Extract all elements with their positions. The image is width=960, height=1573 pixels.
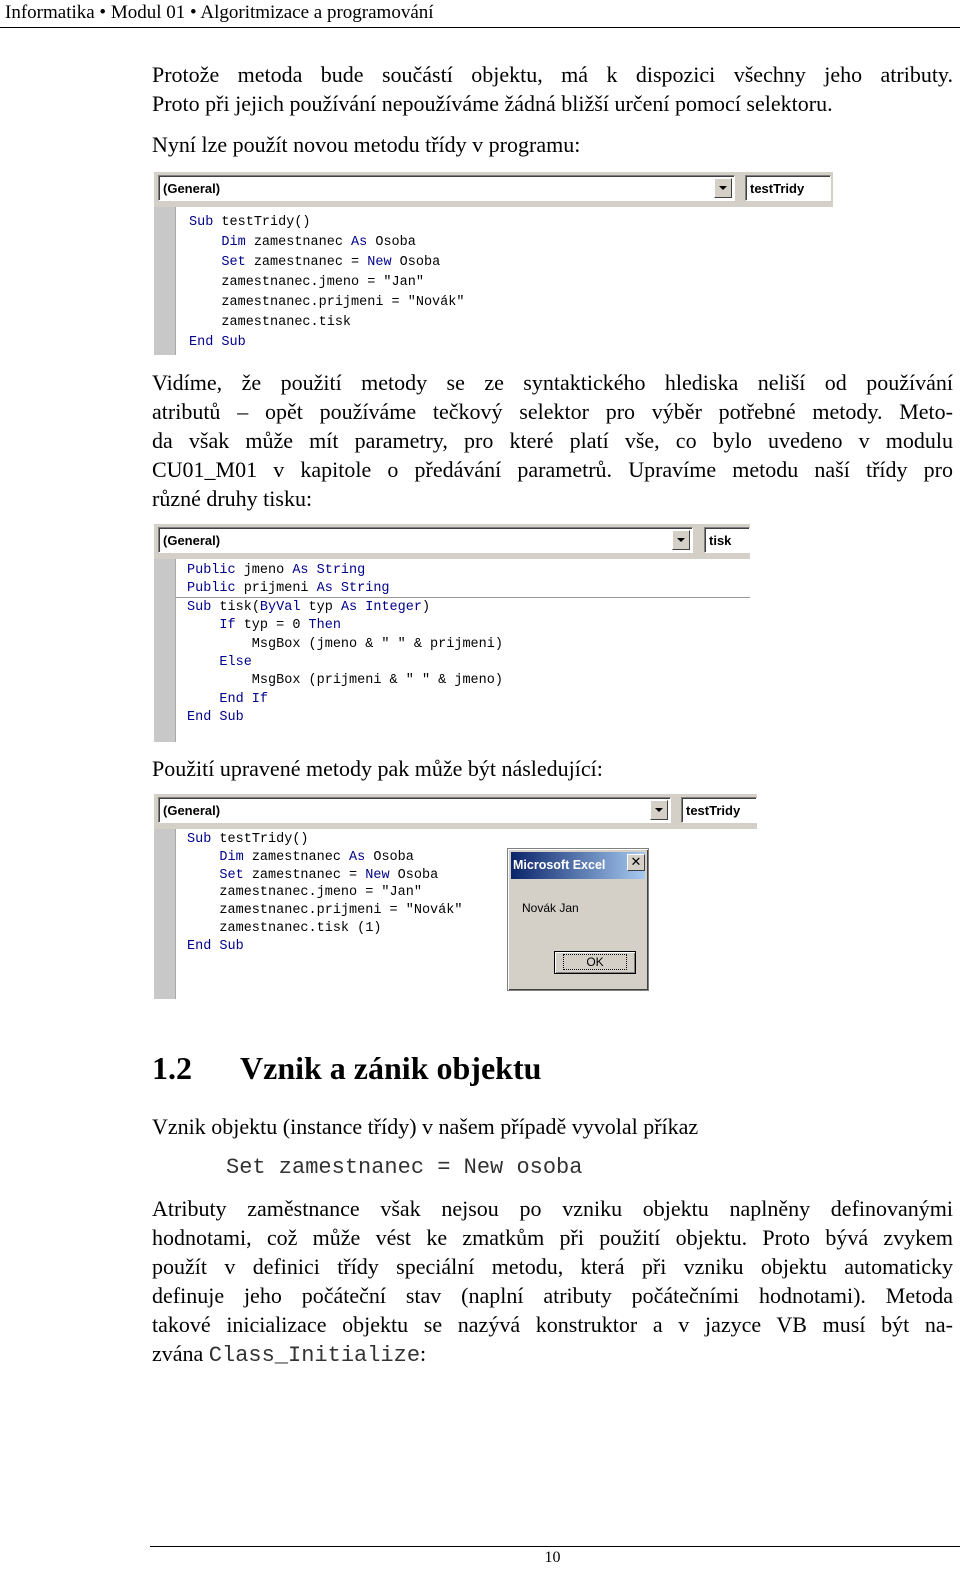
text-line: da však může mít parametry, pro které platí vše, co bylo uvedeno v modulu — [152, 428, 953, 453]
procedure-combo-label: tisk — [709, 533, 732, 548]
code-text: zamestnanec.prijmeni = "Novák" — [189, 295, 465, 310]
object-combo — [158, 797, 671, 823]
code-text — [189, 255, 221, 270]
code-text — [187, 655, 219, 670]
message-box-title: Microsoft Excel — [511, 852, 645, 879]
code-keyword: Sub — [187, 599, 212, 615]
running-header: Informatika • Modul 01 • Algoritmizace a programování — [5, 2, 434, 23]
code-block — [187, 831, 462, 956]
vb-editor-screenshot-3 — [154, 794, 757, 999]
code-text: zamestnanec — [245, 235, 352, 250]
text-line: Protože metoda bude součástí objektu, má k dispozici všechny jeho atributy. — [152, 62, 953, 87]
code-keyword: Set — [219, 867, 244, 883]
code-text: prijmeni — [235, 581, 317, 597]
object-combo-label: (General) — [163, 533, 221, 548]
intro-paragraph — [152, 60, 953, 118]
object-combo — [158, 175, 735, 201]
text-line: definuje jeho počáteční stav (naplní atributy počátečními hodnotami). Metoda — [152, 1283, 953, 1308]
code-keyword: Then — [308, 618, 341, 634]
code-keyword: New — [367, 255, 392, 270]
procedure-combo-label: testTridy — [686, 803, 741, 818]
code-text: zamestnanec.tisk (1) — [187, 920, 382, 936]
procedure-combo — [704, 527, 750, 553]
code-text: typ = 0 — [235, 618, 309, 634]
text-line: CU01_M01 v kapitole o předávání parametrů. Upravíme metodu naší třídy pro — [152, 457, 953, 482]
text-line: atributů – opět používáme tečkový selektor pro výběr potřebné metody. Meto- — [152, 399, 953, 424]
code-block — [187, 562, 503, 728]
code-keyword: New — [365, 867, 390, 883]
code-text: ) — [421, 599, 431, 615]
code-text: Osoba — [389, 867, 439, 883]
page-number: 10 — [544, 1549, 561, 1566]
section-title: Vznik a zánik objektu — [240, 1050, 542, 1086]
code-keyword: If — [219, 618, 236, 634]
code-keyword: ByVal — [259, 599, 301, 615]
code-text: typ — [300, 599, 341, 615]
code-keyword: As String — [316, 581, 390, 597]
code-keyword: As String — [292, 563, 366, 578]
code-text — [187, 618, 219, 633]
text-fragment: : — [420, 1341, 427, 1366]
code-keyword: As — [351, 235, 368, 250]
code-keyword: Dim — [219, 849, 244, 865]
text-line: Vznik objektu (instance třídy) v našem případě vyvolal příkaz — [152, 1114, 699, 1139]
code-text: zamestnanec.jmeno = "Jan" — [187, 885, 422, 901]
code-keyword: Public — [187, 563, 236, 578]
code-text: testTridy() — [213, 215, 311, 230]
code-text — [189, 235, 221, 250]
code-keyword: End Sub — [187, 938, 244, 954]
usage-paragraph — [152, 130, 953, 159]
object-combo — [158, 527, 693, 553]
text-line — [152, 1339, 953, 1370]
text-line: Použití upravené metody pak může být následující: — [152, 756, 603, 781]
footer-rule — [150, 1546, 960, 1547]
text-line: Nyní lze použít novou metodu třídy v programu: — [152, 132, 581, 157]
ok-button[interactable] — [554, 951, 636, 974]
text-line: Proto při jejich používání nepoužíváme žádná bližší určení pomocí selektoru. — [152, 91, 833, 116]
code-text: MsgBox (jmeno & " " & prijmeni) — [187, 636, 503, 652]
code-keyword: Public — [187, 581, 236, 597]
excel-message-box — [507, 848, 649, 991]
ok-button-label: OK — [563, 954, 626, 970]
section-number: 1.2 — [152, 1050, 192, 1086]
text-line: Atributy zaměstnance však nejsou po vzniku objektu naplněny definovanými — [152, 1196, 953, 1221]
code-keyword: End If — [219, 691, 269, 707]
code-text — [187, 850, 219, 865]
chevron-down-icon — [650, 800, 668, 820]
object-combo-label: (General) — [163, 181, 221, 196]
code-text: Osoba — [391, 255, 441, 270]
creation-paragraph — [152, 1112, 953, 1141]
text-line: různé druhy tisku: — [152, 486, 313, 511]
vb-editor-screenshot-2 — [154, 524, 750, 742]
code-text: tisk( — [211, 599, 260, 615]
chevron-down-icon — [672, 530, 690, 550]
procedure-combo — [681, 797, 757, 823]
section-heading — [152, 1048, 541, 1088]
code-text: MsgBox (prijmeni & " " & jmeno) — [187, 673, 503, 689]
code-keyword: Else — [219, 655, 252, 671]
editor-gutter — [154, 559, 176, 742]
code-text: Osoba — [365, 849, 414, 865]
object-combo-label: (General) — [163, 803, 221, 818]
header-rule — [0, 27, 960, 28]
text-line: Vidíme, že použití metody se ze syntaktického hlediska neliší od používání — [152, 370, 953, 395]
code-text: zamestnanec — [243, 849, 350, 865]
code-text: zamestnanec = — [245, 255, 368, 270]
code-text: zamestnanec.prijmeni = "Novák" — [187, 903, 463, 919]
code-keyword: End Sub — [187, 710, 244, 726]
editor-gutter — [154, 829, 176, 999]
code-text: zamestnanec.tisk — [189, 315, 352, 330]
chevron-down-icon — [714, 178, 732, 198]
inline-code: Class_Initialize — [208, 1343, 421, 1368]
code-keyword: As Integer — [340, 599, 422, 615]
code-text: jmeno — [235, 563, 293, 578]
close-icon[interactable]: ✕ — [627, 854, 645, 871]
code-block — [189, 213, 464, 353]
editor-gutter — [154, 207, 176, 355]
modified-usage-paragraph — [152, 754, 953, 783]
text-line: hodnotami, což může vést ke zmatkům při použití objektu. Proto bývá zvykem — [152, 1225, 953, 1250]
code-keyword: Dim — [221, 235, 246, 250]
code-text: zamestnanec = — [243, 867, 366, 883]
text-line: použít v definici třídy speciální metodu, která při vzniku objektu automaticky — [152, 1254, 953, 1279]
attributes-paragraph — [152, 1194, 953, 1370]
procedure-combo-label: testTridy — [750, 181, 805, 196]
vb-editor-screenshot-1 — [154, 172, 833, 355]
code-keyword: Sub — [189, 215, 214, 230]
code-keyword: End Sub — [189, 335, 246, 350]
code-keyword: Set — [221, 255, 246, 270]
code-example: Set zamestnanec = New osoba — [226, 1155, 583, 1180]
code-keyword: Sub — [187, 832, 212, 847]
code-text — [187, 868, 219, 883]
code-text: testTridy() — [211, 832, 309, 847]
code-keyword: As — [349, 849, 366, 865]
text-line: takové inicializace objektu se nazývá konstruktor a v jazyce VB musí být na- — [152, 1312, 953, 1337]
text-fragment: zvána — [152, 1341, 209, 1366]
syntax-paragraph — [152, 368, 953, 513]
message-box-text: Novák Jan — [522, 901, 579, 915]
code-text: Osoba — [367, 235, 416, 250]
code-text: zamestnanec.jmeno = "Jan" — [189, 275, 424, 290]
procedure-combo — [745, 175, 831, 201]
code-text — [187, 692, 219, 707]
